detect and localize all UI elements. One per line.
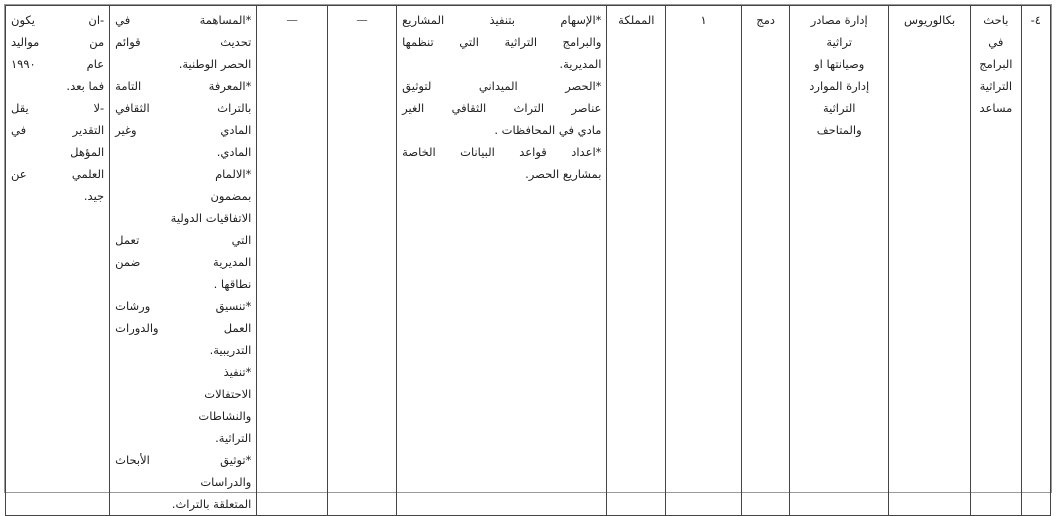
job-table [5,5,1051,516]
duties-line: بالتراث الثقافي [115,101,252,115]
specialization-line: إدارة مصادر [810,13,868,27]
duties-line: المادي وغير [115,123,252,137]
conditions-line: عام ١٩٩٠ [11,57,105,71]
table-row [6,6,1051,516]
specialization-line: وصيانتها او [814,57,865,71]
table-frame [4,4,1052,511]
tasks-line: والبرامج التراثية التي تنظمها [402,35,602,49]
location-cell [607,6,666,516]
count-cell [666,6,742,516]
job-title-line: التراثية [979,79,1013,93]
tasks-line: *الحصر الميداني لتوثيق [402,79,602,93]
duties-line: المديرية ضمن [115,255,252,269]
job-title-line: البرامج [979,57,1013,71]
conditions-line: العلمي عن [11,167,105,181]
job-title-line: في [988,35,1004,49]
conditions-line: جيد. [83,189,105,203]
status: دمج [756,13,775,27]
conditions-line: المؤهل [70,145,105,159]
job-title-line: مساعد [979,101,1013,115]
duties-line: العمل والدورات [115,321,252,335]
specialization-line: التراثية [822,101,856,115]
specialization-line: والمتاحف [816,123,862,137]
tasks-cell [397,6,607,516]
duties-line: نطاقها . [213,277,252,291]
location: المملكة [618,13,655,27]
duties-line: المادي. [216,145,252,159]
duties-line: الاتفاقيات الدولية [170,211,252,225]
empty-dash: — [356,13,368,27]
duties-line: *المعرفة التامة [115,79,252,93]
conditions-line: التقدير في [11,123,105,137]
empty-cell [257,6,327,516]
conditions-line: من مواليد [11,35,105,49]
conditions-line: -ان يكون [11,13,105,27]
empty-cell [327,6,396,516]
qualification-cell [889,6,971,516]
specialization-line: تراثية [826,35,852,49]
tasks-line: المديرية. [559,57,602,71]
row-number: ٤- [1030,13,1041,27]
empty-dash: — [286,13,298,27]
duties-line: *توثيق الأبحاث [115,453,252,467]
conditions-cell [6,6,110,516]
tasks-line: بمشاريع الحصر. [525,167,602,181]
tasks-line: *اعداد قواعد البيانات الخاصة [402,145,602,159]
duties-line: بمضمون [210,189,252,203]
duties-line: التراثية. [215,431,252,445]
duties-line: والدراسات [200,475,252,489]
duties-line: الاحتفالات [204,387,252,401]
job-title-cell [971,6,1021,516]
duties-line: *تنفيذ [223,365,252,379]
qualification: بكالوريوس [904,13,956,27]
count: ١ [700,13,707,27]
duties-line: المتعلقة بالتراث. [171,497,252,511]
duties-cell [110,6,257,516]
duties-line: التدريبية. [209,343,252,357]
duties-line: الحصر الوطنية. [178,57,252,71]
duties-line: تحديث قوائم [115,35,252,49]
tasks-line: عناصر التراث الثقافي الغير [402,101,602,115]
specialization-cell [790,6,889,516]
conditions-line: فما بعد. [66,79,105,93]
duties-line: والنشاطات [198,409,252,423]
tasks-line: مادي في المحافظات . [494,123,602,137]
duties-line: التي تعمل [115,233,252,247]
row-number-cell [1021,6,1050,516]
job-title-line: باحث [983,13,1009,27]
specialization-line: إدارة الموارد [809,79,870,93]
duties-line: *الالمام [215,167,252,181]
duties-line: *تنسيق ورشات [115,299,252,313]
tasks-line: *الإسهام بتنفيذ المشاريع [402,13,602,27]
duties-line: *المساهمة في [115,13,252,27]
status-cell [741,6,789,516]
conditions-line: -لا يقل [11,101,105,115]
